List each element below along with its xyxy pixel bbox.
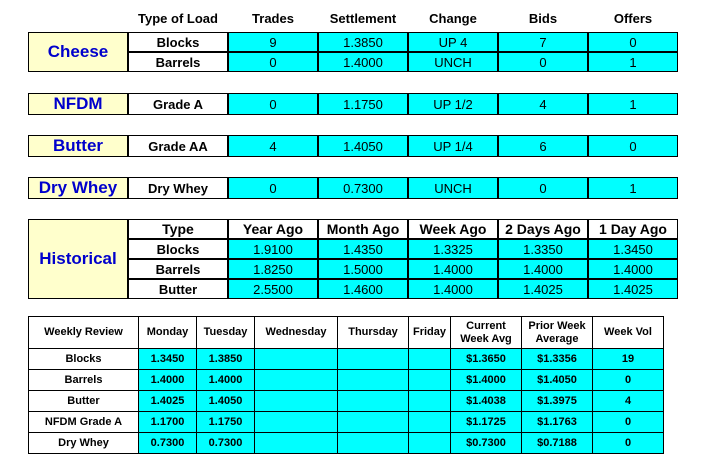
weekly-review-table — [28, 316, 664, 454]
historical-label-box — [28, 219, 128, 299]
table-row — [29, 433, 664, 454]
value-cell: 0.7300 — [139, 433, 197, 454]
value-cell: 2.5500 — [228, 279, 318, 299]
weekly-header-tuesday: Tuesday — [197, 317, 255, 349]
row-label: Blocks — [29, 349, 139, 370]
value-cell: $1.3650 — [451, 349, 522, 370]
dry-whey-group — [28, 177, 678, 199]
value-cell — [338, 370, 409, 391]
trades-cell: 0 — [228, 93, 318, 115]
settlement-cell: 1.4050 — [318, 135, 408, 157]
change-cell: UNCH — [408, 177, 498, 199]
settlement-cell: 1.1750 — [318, 93, 408, 115]
value-cell: 1.4000 — [588, 259, 678, 279]
type-cell: Grade A — [128, 93, 228, 115]
value-cell: $1.1763 — [522, 412, 593, 433]
value-cell — [409, 433, 451, 454]
value-cell: $1.1725 — [451, 412, 522, 433]
table-row — [128, 32, 678, 52]
trades-cell: 0 — [228, 177, 318, 199]
type-cell: Blocks — [128, 32, 228, 52]
value-cell: 1.1700 — [139, 412, 197, 433]
weekly-header-row — [29, 317, 664, 349]
header-bids: Bids — [528, 11, 558, 26]
value-cell: 4 — [593, 391, 664, 412]
settlement-cell: 1.4000 — [318, 52, 408, 72]
value-cell: 1.9100 — [228, 239, 318, 259]
value-cell — [255, 349, 338, 370]
hist-header-month-ago: Month Ago — [318, 219, 408, 239]
offers-cell: 1 — [588, 177, 678, 199]
type-cell: Dry Whey — [128, 177, 228, 199]
cheese-group — [28, 32, 678, 72]
change-cell: UP 1/2 — [408, 93, 498, 115]
hist-header-year-ago: Year Ago — [228, 219, 318, 239]
table-row — [29, 349, 664, 370]
type-cell: Blocks — [128, 239, 228, 259]
weekly-header-prior-avg: Prior Week Average — [522, 317, 593, 349]
value-cell: 1.4025 — [498, 279, 588, 299]
value-cell — [255, 391, 338, 412]
type-cell: Barrels — [128, 259, 228, 279]
trades-cell: 0 — [228, 52, 318, 72]
header-change: Change — [429, 11, 477, 26]
settlement-cell: 0.7300 — [318, 177, 408, 199]
nfdm-group — [28, 93, 678, 115]
weekly-header-review: Weekly Review — [29, 317, 139, 349]
trades-cell: 9 — [228, 32, 318, 52]
value-cell: $1.4038 — [451, 391, 522, 412]
row-label: NFDM Grade A — [29, 412, 139, 433]
value-cell: 1.5000 — [318, 259, 408, 279]
value-cell: 1.4000 — [139, 370, 197, 391]
dry-whey-label: Dry Whey — [38, 178, 118, 197]
value-cell: 1.1750 — [197, 412, 255, 433]
bids-cell: 0 — [498, 52, 588, 72]
value-cell: $0.7188 — [522, 433, 593, 454]
value-cell: 1.4600 — [318, 279, 408, 299]
value-cell — [338, 391, 409, 412]
hist-header-type: Type — [128, 219, 228, 239]
weekly-header-week-vol: Week Vol — [593, 317, 664, 349]
nfdm-label-box — [28, 93, 128, 115]
row-label: Dry Whey — [29, 433, 139, 454]
value-cell: $1.4050 — [522, 370, 593, 391]
table-row — [128, 177, 678, 199]
offers-cell: 1 — [588, 52, 678, 72]
value-cell: $1.4000 — [451, 370, 522, 391]
value-cell: 1.4000 — [408, 279, 498, 299]
offers-cell: 0 — [588, 135, 678, 157]
header-offers: Offers — [613, 11, 653, 26]
table-row — [128, 135, 678, 157]
table-row — [128, 52, 678, 72]
value-cell: 1.8250 — [228, 259, 318, 279]
table-row — [128, 259, 678, 279]
weekly-header-monday: Monday — [139, 317, 197, 349]
bids-cell: 7 — [498, 32, 588, 52]
value-cell: 1.3450 — [139, 349, 197, 370]
value-cell — [255, 412, 338, 433]
value-cell: 1.3450 — [588, 239, 678, 259]
value-cell: $1.3975 — [522, 391, 593, 412]
value-cell: $0.7300 — [451, 433, 522, 454]
weekly-header-wednesday: Wednesday — [255, 317, 338, 349]
butter-label: Butter — [52, 136, 104, 155]
row-label: Butter — [29, 391, 139, 412]
value-cell: 0 — [593, 433, 664, 454]
table-row — [29, 412, 664, 433]
butter-group — [28, 135, 678, 157]
row-label: Barrels — [29, 370, 139, 391]
table-row — [128, 239, 678, 259]
value-cell: 1.4050 — [197, 391, 255, 412]
table-row — [29, 391, 664, 412]
value-cell — [409, 412, 451, 433]
cheese-label-box — [28, 32, 128, 72]
change-cell: UP 1/4 — [408, 135, 498, 157]
value-cell — [338, 349, 409, 370]
value-cell: 1.4350 — [318, 239, 408, 259]
value-cell — [409, 370, 451, 391]
weekly-header-thursday: Thursday — [338, 317, 409, 349]
nfdm-label: NFDM — [53, 94, 103, 113]
type-cell: Butter — [128, 279, 228, 299]
hist-header-week-ago: Week Ago — [408, 219, 498, 239]
table-row — [128, 93, 678, 115]
cheese-label: Cheese — [47, 42, 109, 61]
value-cell: 19 — [593, 349, 664, 370]
value-cell: 1.3850 — [197, 349, 255, 370]
historical-header-row — [128, 219, 678, 239]
trades-cell: 4 — [228, 135, 318, 157]
value-cell — [255, 370, 338, 391]
value-cell — [338, 433, 409, 454]
dry-whey-label-box — [28, 177, 128, 199]
change-cell: UNCH — [408, 52, 498, 72]
type-cell: Grade AA — [128, 135, 228, 157]
settlement-cell: 1.3850 — [318, 32, 408, 52]
offers-cell: 0 — [588, 32, 678, 52]
value-cell — [409, 391, 451, 412]
value-cell: 0 — [593, 370, 664, 391]
table-row — [128, 279, 678, 299]
value-cell — [338, 412, 409, 433]
bids-cell: 4 — [498, 93, 588, 115]
weekly-header-current-avg: Current Week Avg — [451, 317, 522, 349]
historical-label: Historical — [39, 249, 117, 268]
header-type-of-load: Type of Load — [138, 11, 218, 26]
header-settlement: Settlement — [329, 11, 397, 26]
bids-cell: 0 — [498, 177, 588, 199]
hist-header-2-days-ago: 2 Days Ago — [498, 219, 588, 239]
bids-cell: 6 — [498, 135, 588, 157]
butter-label-box — [28, 135, 128, 157]
value-cell: 1.4000 — [498, 259, 588, 279]
historical-group — [28, 219, 678, 299]
table-row — [29, 370, 664, 391]
value-cell: 1.4000 — [197, 370, 255, 391]
header-trades: Trades — [252, 11, 294, 26]
hist-header-1-day-ago: 1 Day Ago — [588, 219, 678, 239]
weekly-header-friday: Friday — [409, 317, 451, 349]
value-cell — [409, 349, 451, 370]
value-cell: 1.3325 — [408, 239, 498, 259]
type-cell: Barrels — [128, 52, 228, 72]
offers-cell: 1 — [588, 93, 678, 115]
value-cell: 1.3350 — [498, 239, 588, 259]
value-cell: 1.4000 — [408, 259, 498, 279]
value-cell: 1.4025 — [588, 279, 678, 299]
value-cell: 0 — [593, 412, 664, 433]
value-cell: 1.4025 — [139, 391, 197, 412]
value-cell: 0.7300 — [197, 433, 255, 454]
value-cell — [255, 433, 338, 454]
change-cell: UP 4 — [408, 32, 498, 52]
value-cell: $1.3356 — [522, 349, 593, 370]
